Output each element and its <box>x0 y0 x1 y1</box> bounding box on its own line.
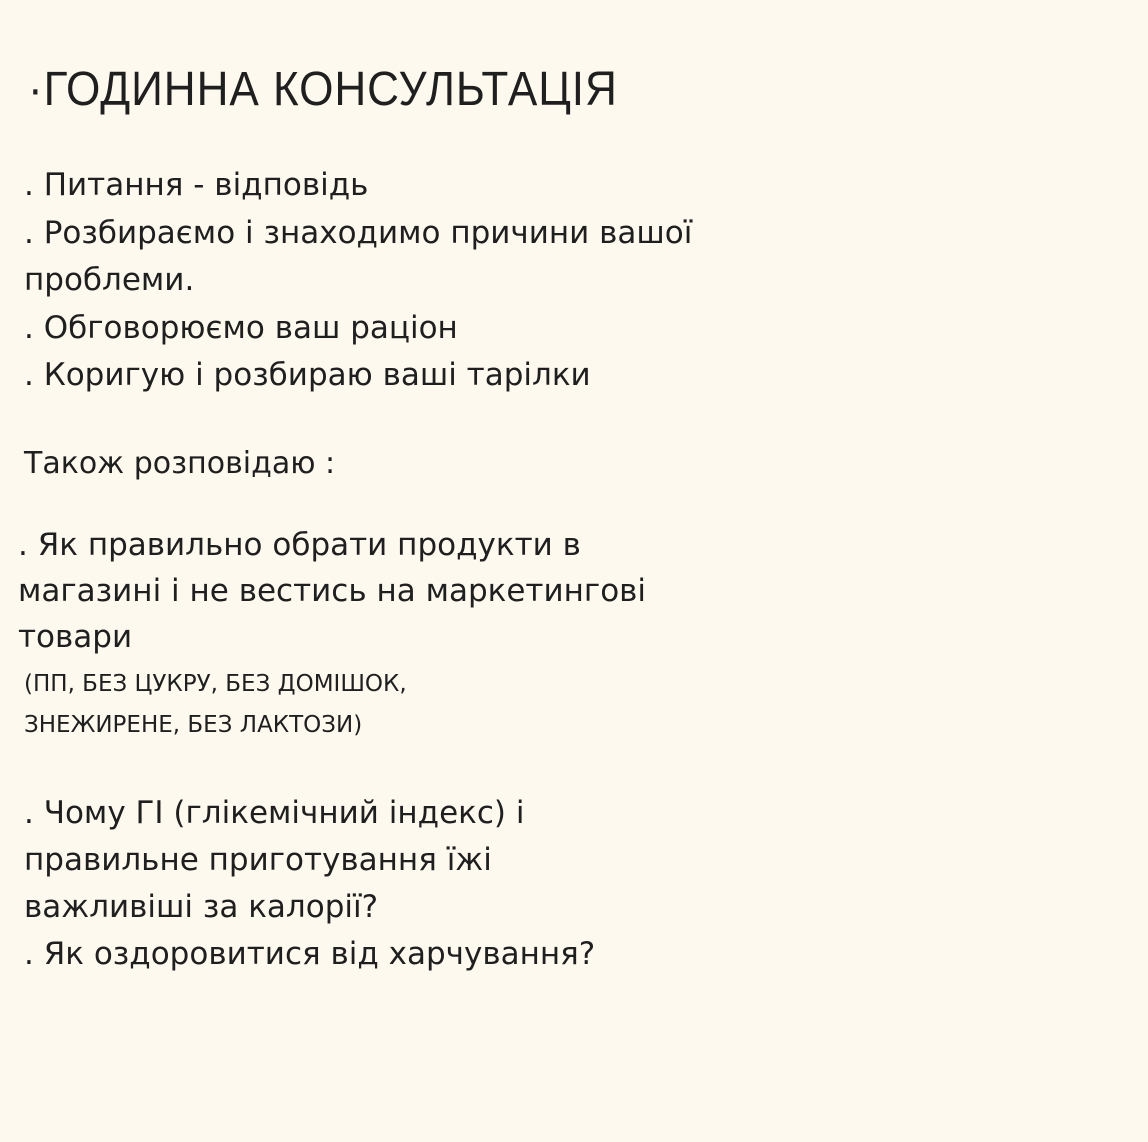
topic-products <box>18 522 646 660</box>
topic-line: . Чому ГІ (глікемічний індекс) і <box>24 795 525 831</box>
intro-line: . Коригую і розбираю ваші тарілки <box>24 357 591 393</box>
topic-line: важливіші за калорії? <box>24 889 379 925</box>
note-line: ЗНЕЖИРЕНЕ, БЕЗ ЛАКТОЗИ) <box>24 712 363 738</box>
intro-line: . Питання - відповідь <box>24 167 369 203</box>
topic-products-note <box>24 664 407 746</box>
also-heading <box>24 440 335 488</box>
topic-line: правильне приготування їжі <box>24 842 492 878</box>
intro-line: . Розбираємо і знаходимо причини вашої <box>24 214 693 251</box>
topic-line: . Як правильно обрати продукти в <box>18 527 581 563</box>
topic-line: магазині і не вестись на маркетингові <box>18 573 647 609</box>
page-title: ·ГОДИННА КОНСУЛЬТАЦІЯ <box>28 63 618 116</box>
topic-gi <box>24 790 595 978</box>
also-heading-text: Також розповідаю : <box>24 446 336 481</box>
topic-line: . Як оздоровитися від харчування? <box>24 936 596 972</box>
intro-list <box>24 162 692 400</box>
intro-line: . Обговорюємо ваш раціон <box>24 309 458 346</box>
intro-line: проблеми. <box>24 262 195 298</box>
note-line: (ПП, БЕЗ ЦУКРУ, БЕЗ ДОМІШОК, <box>24 671 407 697</box>
topic-line: товари <box>18 619 133 655</box>
